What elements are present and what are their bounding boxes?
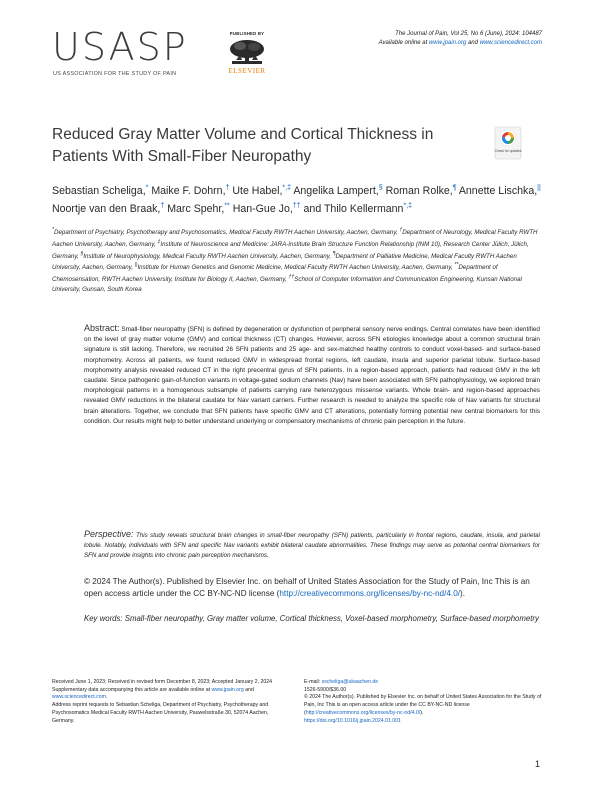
author: Noortje van den Braak,† bbox=[52, 202, 165, 216]
perspective-text: This study reveals structural brain changes in small-fiber neuropathy (SFN) patients, particularly in frontal regions, caudate, insula, and parietal lobule. Notably, individuals with SFN and specific Nav variants exhibit bilateral caudate abnormalities. These findings may serve as potential central biomarkers for SFN and provide insights into chronic pain perception mechanisms. bbox=[84, 532, 540, 559]
email-link[interactable]: sscheliga@ukaachen.de bbox=[321, 679, 379, 685]
publisher-block bbox=[217, 31, 277, 75]
keywords-text: Small-fiber neuropathy, Gray matter volume, Cortical thickness, Voxel-based morphometry, Surface-based morphometry bbox=[122, 614, 539, 623]
received-dates: Received June 1, 2023; Received in revised form December 8, 2023; Accepted January 2, 2024 bbox=[52, 679, 273, 685]
supp-jpain-link[interactable]: www.jpain.org bbox=[211, 686, 244, 693]
keywords-label: Key words: bbox=[84, 614, 123, 623]
published-by-label: PUBLISHED BY bbox=[229, 31, 265, 36]
abstract-label: Abstract: bbox=[84, 323, 120, 333]
affiliation: §Institute of Neurophysiology, Medical Faculty RWTH Aachen University, Aachen, Germany, bbox=[80, 250, 333, 260]
author: Marc Spehr,** bbox=[164, 202, 230, 216]
article-title: Reduced Gray Matter Volume and Cortical Thickness in Patients With Small-Fiber Neuropathy bbox=[52, 126, 434, 165]
copyright-statement: © 2024 The Author(s). Published by Elsevier Inc. on behalf of United States Association for the Study of Pain, Inc This is an open access article under the CC BY-NC-ND license (http://creativecommons.org/licenses/by-nc-nd/4.0/). bbox=[84, 577, 530, 598]
usasp-logo: USASP bbox=[52, 25, 188, 69]
journal-info bbox=[379, 30, 542, 48]
author-list bbox=[52, 180, 552, 217]
perspective-label: Perspective: bbox=[84, 529, 134, 539]
affiliation: †Department of Neurology, Medical Faculty RWTH Aachen University, Aachen, Germany, bbox=[52, 227, 538, 248]
author: Roman Rolke,¶ bbox=[382, 184, 457, 197]
check-badge-label: Check for updates bbox=[494, 149, 522, 153]
page-number: 1 bbox=[534, 759, 540, 769]
supp-sciencedirect-link[interactable]: www.sciencedirect.com bbox=[52, 694, 106, 701]
jpain-link[interactable]: www.jpain.org bbox=[428, 40, 467, 46]
affiliation: ‡Institute of Neuroscience and Medicine: JARA-Institute Brain Structure Function Relationship (INM 10), Research Center Jülich, Jülich, Germany, bbox=[52, 238, 529, 260]
journal-citation: The Journal of Pain, Vol 25, No 6 (June), 2024: 104487 bbox=[395, 31, 542, 37]
license-link[interactable]: http://creativecommons.org/licenses/by-nc-nd/4.0/ bbox=[279, 588, 461, 598]
author: Han-Gue Jo,†† bbox=[229, 202, 301, 216]
footer-copyright: © 2024 The Author(s). Published by Elsevier Inc. on behalf of United States Association for the Study of Pain, Inc This is an open access article under the CC BY-NC-ND license (http://creativecommons.org/licenses/by-nc-nd/4.0/). bbox=[304, 694, 542, 716]
footnote-right bbox=[304, 679, 544, 725]
elsevier-wordmark: ELSEVIER bbox=[228, 67, 266, 75]
footer-license-link[interactable]: http://creativecommons.org/licenses/by-nc-nd/4.0/ bbox=[305, 709, 421, 716]
reprint-address: Address reprint requests to Sebastian Scheliga, Department of Psychiatry, Psychotherapy and Psychosomatics Medical Faculty RWTH Aachen University, Pauwelsstraße 30, 52074 Aachen, Germany. bbox=[52, 702, 269, 724]
affiliation: ||Institute for Human Genetics and Genomic Medicine, Medical Faculty RWTH Aachen University, Aachen, Germany, bbox=[134, 262, 455, 272]
author: Annette Lischka,|| bbox=[456, 184, 541, 197]
usasp-logo-subtitle: US ASSOCIATION FOR THE STUDY OF PAIN bbox=[53, 71, 177, 77]
doi-link[interactable]: https://doi.org/10.1016/j.jpain.2024.01.001 bbox=[304, 717, 401, 724]
abstract-text: Small-fiber neuropathy (SFN) is defined by degeneration or dysfunction of peripheral sensory nerve endings. Central correlates have been identified on the level of gray matter volume (GMV) and cortical thickness (CT) changes. However, across SFN etiologies knowledge about a common structural brain signature is still lacking. Therefore, we recruited 26 SFN patients and 25 age- and sex-matched healthy controls to conduct voxel-based- and surface-based morphometry. Across all patients, we found reduced GMV in widespread frontal regions, left caudate, insula and superior parietal lobule. Surface-based morphometry analysis revealed reduced CT in the right precentral gyrus of SFN patients. In a region-based approach, patients had reduced GMV in the left caudate. Since pathogenic gain-of-function variants in voltage-gated sodium channels (Nav) have been associated with SFN pathophysiology, we explored brain morphological patterns in a homogenous subsample of patients carrying rare heterozygous missense variants. Whole brain- and region-based approaches revealed GMV reductions in the bilateral caudate for Nav variant carriers. Further research is needed to analyze the specific role of Nav variants for structural brain alterations. Together, we conclude that SFN patients have specific GMV and CT alterations, potentially forming potential new central biomarkers for this condition. Our results might help to better understand underlying or compensatory mechanisms of chronic pain perception in the future. bbox=[84, 326, 540, 425]
author: Ute Habel,*,‡ bbox=[229, 184, 291, 197]
author: Maike F. Dohrn,† bbox=[148, 184, 230, 197]
availability-line: Available online at www.jpain.org and www.sciencedirect.com bbox=[378, 40, 542, 46]
email-line: E-mail: sscheliga@ukaachen.de bbox=[304, 679, 379, 685]
affiliations bbox=[52, 226, 542, 295]
issn: 1526-5900/$36.00 bbox=[304, 686, 347, 693]
affiliation: ††School of Computer Information and Communication Engineering, Kunsan National University, Gunsan, South Korea bbox=[52, 274, 522, 293]
elsevier-tree-logo-icon bbox=[226, 38, 268, 66]
affiliation: **Department of Chemosensation, RWTH Aachen University, Institute for Biology II, Aachen, Germany, bbox=[52, 262, 498, 284]
affiliation: ¶Department of Palliative Medicine, Medical Faculty RWTH Aachen University, Aachen, Germany, bbox=[52, 250, 517, 272]
affiliation: *Department of Psychiatry, Psychotherapy and Psychosomatics, Medical Faculty RWTH Aachen University, Aachen, Germany, bbox=[52, 227, 400, 237]
perspective bbox=[84, 529, 540, 561]
keywords bbox=[84, 613, 540, 624]
author: Angelika Lampert,§ bbox=[290, 184, 383, 197]
supplementary-note: Supplementary data accompanying this article are available online at www.jpain.org and www.sciencedirect.com. bbox=[52, 686, 254, 701]
check-for-updates-icon[interactable] bbox=[494, 126, 522, 160]
author: Sebastian Scheliga,* bbox=[52, 184, 149, 197]
author: and Thilo Kellermann*,‡ bbox=[300, 202, 413, 216]
footnote-left bbox=[52, 679, 292, 725]
abstract bbox=[84, 323, 540, 427]
sciencedirect-link[interactable]: www.sciencedirect.com bbox=[479, 40, 542, 46]
